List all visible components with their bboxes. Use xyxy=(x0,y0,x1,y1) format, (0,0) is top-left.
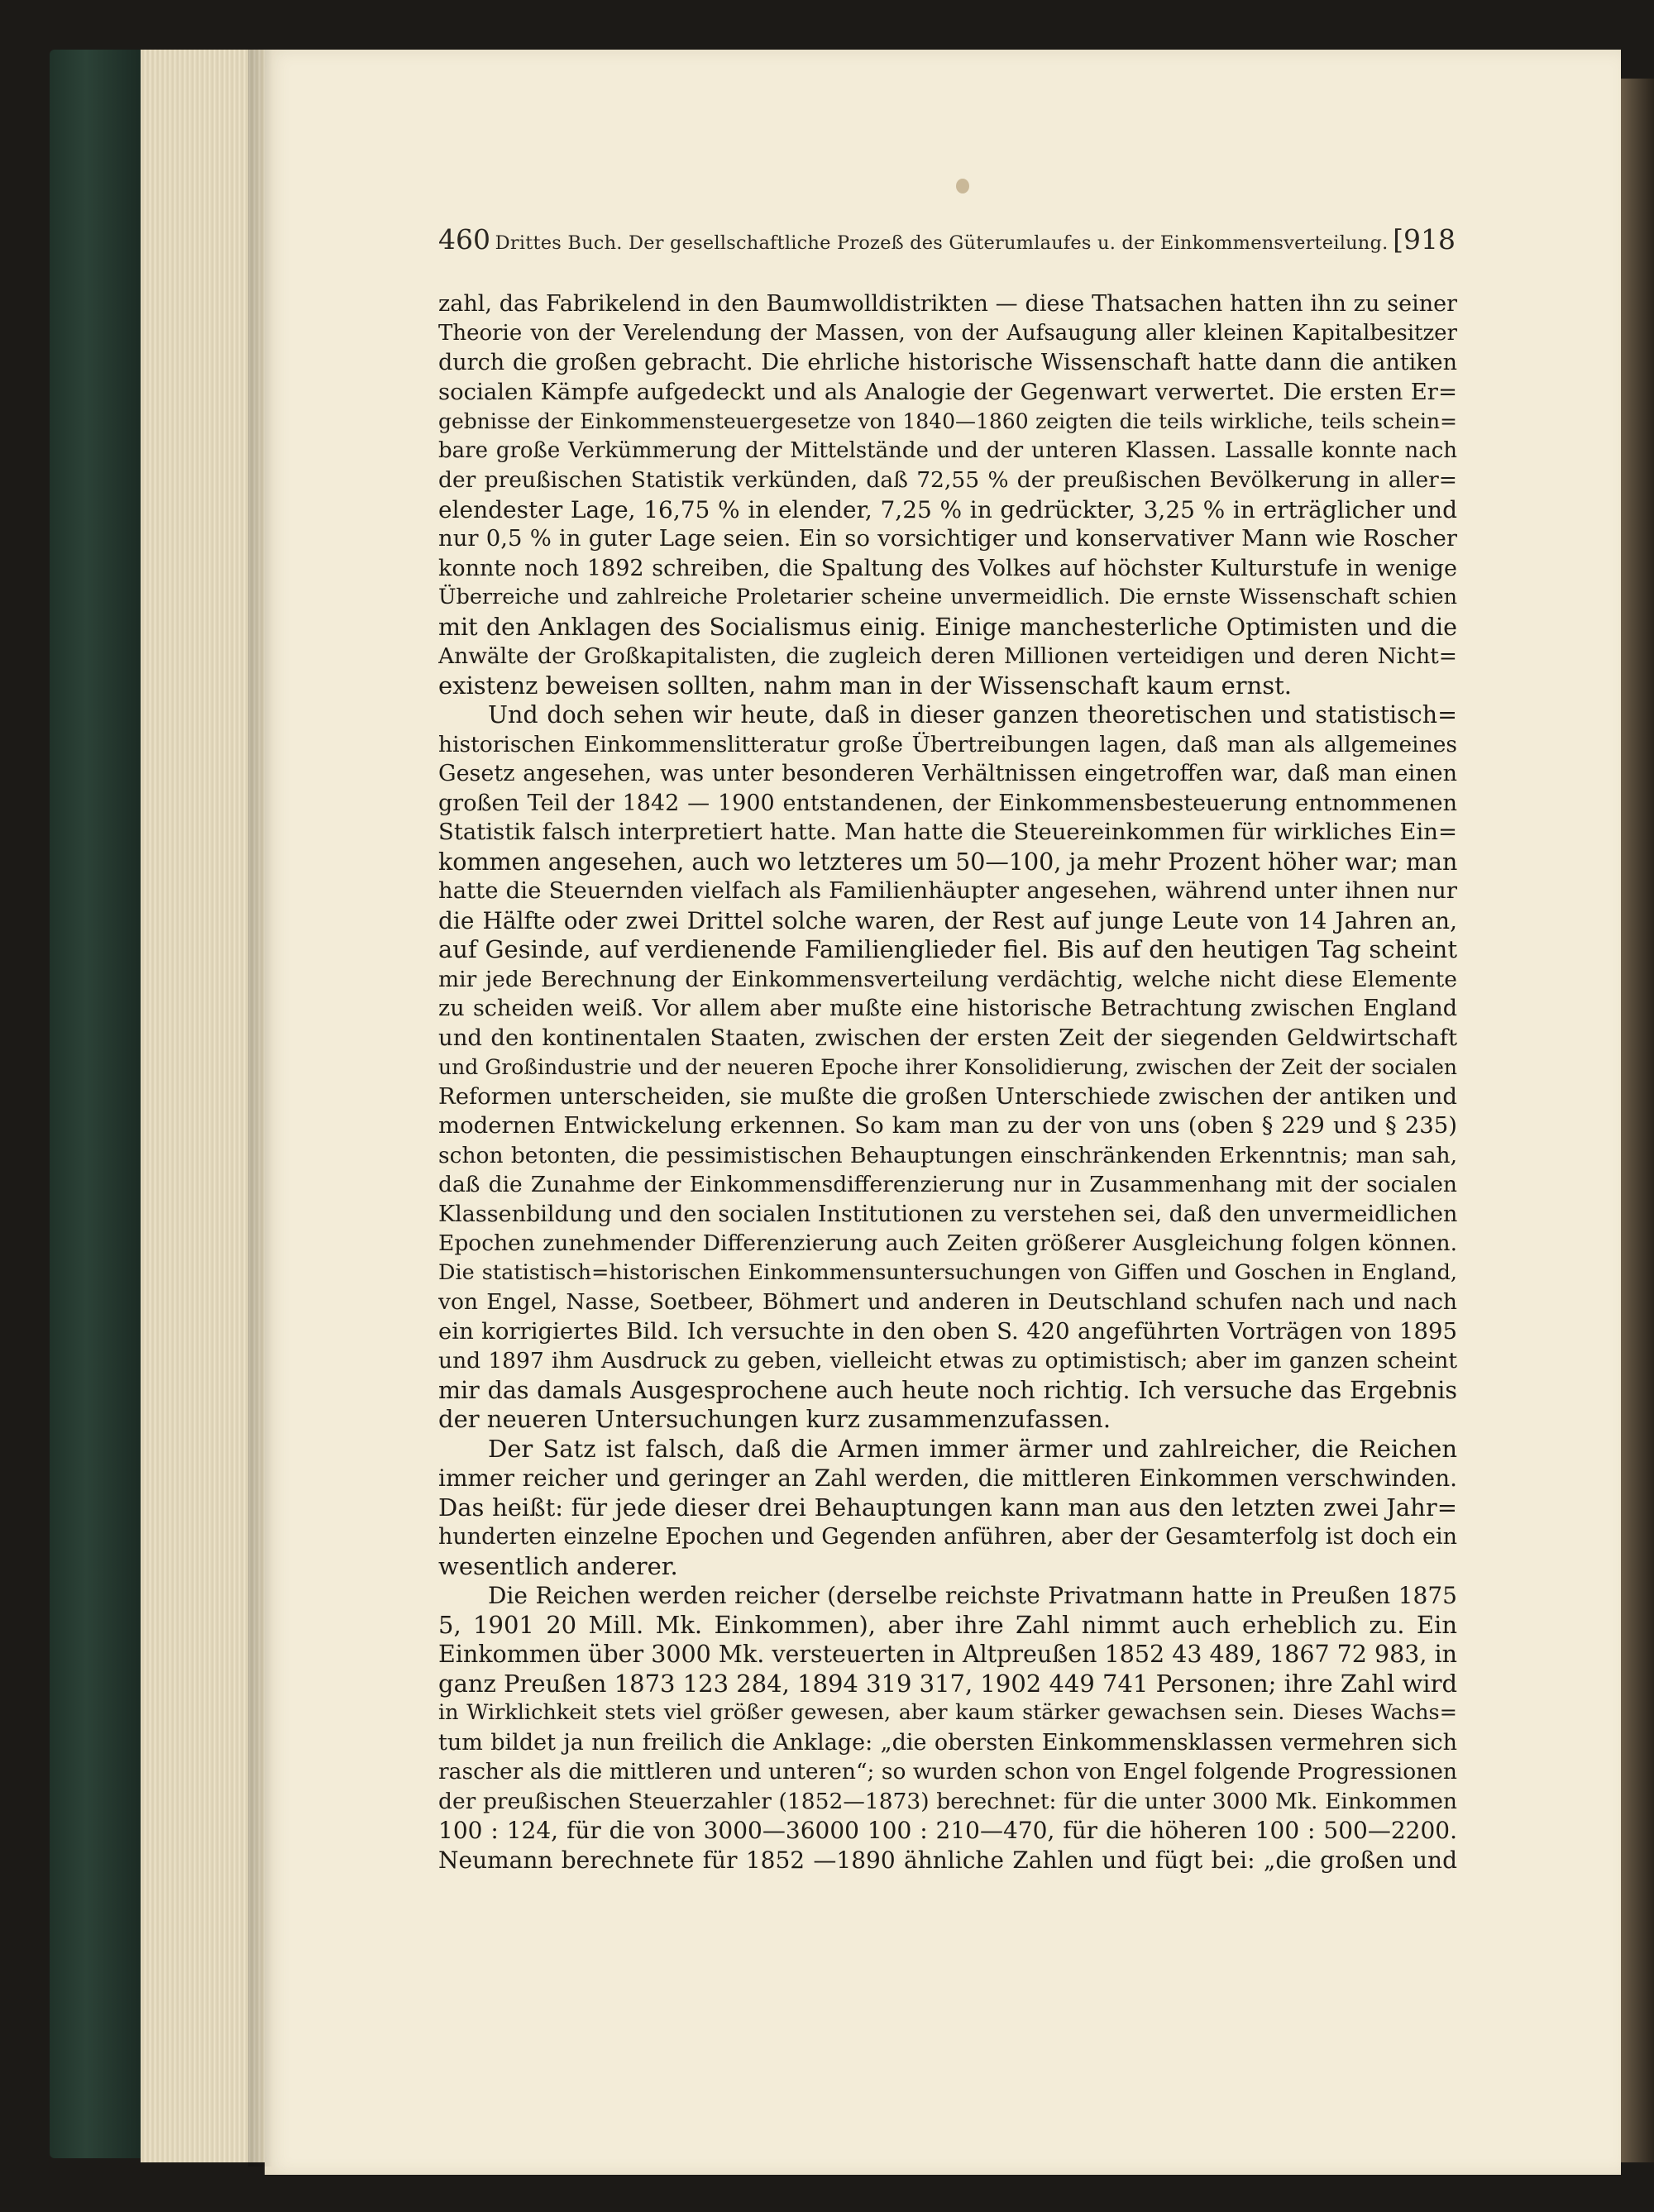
text-line: die Hälfte oder zwei Drittel solche waren, der Rest auf junge Leute von 14 Jahren an, xyxy=(438,906,1457,934)
text-line: Statistik falsch interpretiert hatte. Man hatte die Steuereinkommen für wirkliches Ein= xyxy=(438,819,1457,845)
text-line: Die statistisch=historischen Einkommensuntersuchungen von Giffen und Goschen in England, xyxy=(438,1259,1457,1285)
text-line: großen Teil der 1842 — 1900 entstandenen, der Einkommensbesteuerung entnommenen xyxy=(438,790,1457,816)
facing-page-edge xyxy=(1621,79,1654,2162)
paragraph-start-line: Der Satz ist falsch, daß die Armen immer ärmer und zahlreicher, die Reichen xyxy=(488,1434,1457,1463)
section-number: [918 xyxy=(1393,223,1456,256)
text-line: kommen angesehen, auch wo letzteres um 50—100, ja mehr Prozent höher war; man xyxy=(438,848,1457,876)
text-line: gebnisse der Einkommensteuergesetze von 1840—1860 zeigten die teils wirkliche, teils schein= xyxy=(438,409,1457,433)
text-line: Theorie von der Verelendung der Massen, von der Aufsaugung aller kleinen Kapitalbesitzer xyxy=(438,320,1457,346)
text-line: der preußischen Steuerzahler (1852—1873) berechnet: für die unter 3000 Mk. Einkommen xyxy=(438,1788,1457,1814)
text-line: nur 0,5 % in guter Lage seien. Ein so vorsichtiger und konservativer Mann wie Roscher xyxy=(438,525,1457,552)
text-line: ein korrigiertes Bild. Ich versuchte in den oben S. 420 angeführten Vorträgen von 1895 xyxy=(438,1317,1457,1345)
text-line: 100 : 124, für die von 3000—36000 100 : 210—470, für die höheren 100 : 500—2200. xyxy=(438,1817,1457,1844)
text-line: und 1897 ihm Ausdruck zu geben, vielleicht etwas zu optimistisch; aber im ganzen scheint xyxy=(438,1348,1457,1374)
text-line: existenz beweisen sollten, nahm man in der Wissenschaft kaum ernst. xyxy=(438,671,1293,700)
text-line: hunderten einzelne Epochen und Gegenden anführen, aber der Gesamterfolg ist doch ein xyxy=(438,1524,1457,1550)
book-binding xyxy=(50,50,141,2158)
text-line: und den kontinentalen Staaten, zwischen der ersten Zeit der siegenden Geldwirtschaft xyxy=(438,1024,1457,1051)
text-line: in Wirklichkeit stets viel größer gewesen, aber kaum stärker gewachsen sein. Dieses Wachs= xyxy=(438,1700,1457,1725)
page-number: 460 xyxy=(438,223,490,256)
text-line: rascher als die mittleren und unteren“; so wurden schon von Engel folgende Progressionen xyxy=(438,1759,1457,1784)
text-line: modernen Entwickelung erkennen. So kam man zu der von uns (oben § 229 und § 235) xyxy=(438,1112,1457,1139)
text-line: mir das damals Ausgesprochene auch heute noch richtig. Ich versuche das Ergebnis xyxy=(438,1376,1457,1404)
text-line: schon betonten, die pessimistischen Behauptungen einschränkenden Erkenntnis; man sah, xyxy=(438,1142,1457,1168)
text-line: Neumann berechnete für 1852 —1890 ähnliche Zahlen und fügt bei: „die großen und xyxy=(438,1846,1457,1874)
text-line: Überreiche und zahlreiche Proletarier scheine unvermeidlich. Die ernste Wissenschaft schien xyxy=(438,585,1457,609)
text-line: hatte die Steuernden vielfach als Familienhäupter angesehen, während unter ihnen nur xyxy=(438,877,1457,904)
text-line: elendester Lage, 16,75 % in elender, 7,25 % in gedrückter, 3,25 % in erträglicher und xyxy=(438,495,1457,523)
text-line: der neueren Untersuchungen kurz zusammenzufassen. xyxy=(438,1405,1111,1433)
text-line: socialen Kämpfe aufgedeckt und als Analogie der Gegenwart verwertet. Die ersten Er= xyxy=(438,378,1457,405)
paper-stain xyxy=(956,179,969,193)
text-line: tum bildet ja nun freilich die Anklage: „die obersten Einkommensklassen vermehren sich xyxy=(438,1729,1457,1756)
text-line: zu scheiden weiß. Vor allem aber mußte eine historische Betrachtung zwischen England xyxy=(438,996,1457,1021)
text-line: immer reicher und geringer an Zahl werden, die mittleren Einkommen verschwinden. xyxy=(438,1464,1457,1492)
text-line: Anwälte der Großkapitalisten, die zugleich deren Millionen verteidigen und deren Nicht= xyxy=(438,643,1457,669)
text-line: historischen Einkommenslitteratur große Übertreibungen lagen, daß man als allgemeines xyxy=(438,731,1457,757)
text-line: bare große Verkümmerung der Mittelstände und der unteren Klassen. Lassalle konnte nach xyxy=(438,437,1457,463)
text-line: durch die großen gebracht. Die ehrliche historische Wissenschaft hatte dann die antiken xyxy=(438,350,1457,375)
paragraph-start-line: Und doch sehen wir heute, daß in dieser ganzen theoretischen und statistisch= xyxy=(488,701,1457,729)
text-line: Reformen unterscheiden, sie mußte die großen Unterschiede zwischen der antiken und xyxy=(438,1082,1457,1110)
text-line: Einkommen über 3000 Mk. versteuerten in Altpreußen 1852 43 489, 1867 72 983, in xyxy=(438,1641,1457,1668)
page-edges xyxy=(141,50,265,2162)
text-line: 5, 1901 20 Mill. Mk. Einkommen), aber ihre Zahl nimmt auch erheblich zu. Ein xyxy=(438,1610,1457,1639)
body-text xyxy=(438,289,1457,1875)
text-line: Klassenbildung und den socialen Institutionen zu verstehen sei, daß den unvermeidlichen xyxy=(438,1201,1457,1227)
running-head xyxy=(438,223,1456,261)
text-line: daß die Zunahme der Einkommensdifferenzierung nur in Zusammenhang mit der socialen xyxy=(438,1172,1457,1197)
text-line: auf Gesinde, auf verdienende Familienglieder fiel. Bis auf den heutigen Tag scheint xyxy=(438,935,1457,963)
text-line: wesentlich anderer. xyxy=(438,1551,678,1580)
text-line: mir jede Berechnung der Einkommensverteilung verdächtig, welche nicht diese Elemente xyxy=(438,966,1457,992)
text-line: ganz Preußen 1873 123 284, 1894 319 317, 1902 449 741 Personen; ihre Zahl wird xyxy=(438,1669,1457,1698)
text-line: Gesetz angesehen, was unter besonderen Verhältnissen eingetroffen war, daß man einen xyxy=(438,761,1457,786)
running-head-title: Drittes Buch. Der gesellschaftliche Prozeß des Güterumlaufes u. der Einkommensverteilung. xyxy=(495,232,1389,254)
text-line: Das heißt: für jede dieser drei Behauptungen kann man aus den letzten zwei Jahr= xyxy=(438,1493,1457,1522)
page-gutter-shadow xyxy=(248,50,273,2167)
text-line: zahl, das Fabrikelend in den Baumwolldistrikten — diese Thatsachen hatten ihn zu seiner xyxy=(438,291,1457,317)
text-line: Epochen zunehmender Differenzierung auch Zeiten größerer Ausgleichung folgen können. xyxy=(438,1230,1457,1256)
paragraph-start-line: Die Reichen werden reicher (derselbe reichste Privatmann hatte in Preußen 1875 xyxy=(488,1582,1457,1609)
text-line: konnte noch 1892 schreiben, die Spaltung des Volkes auf höchster Kulturstufe in wenige xyxy=(438,555,1457,581)
text-line: und Großindustrie und der neueren Epoche ihrer Konsolidierung, zwischen der Zeit der socialen xyxy=(438,1055,1457,1079)
text-line: mit den Anklagen des Socialismus einig. Einige manchesterliche Optimisten und die xyxy=(438,613,1457,641)
text-line: der preußischen Statistik verkünden, daß 72,55 % der preußischen Bevölkerung in aller= xyxy=(438,467,1457,493)
text-line: von Engel, Nasse, Soetbeer, Böhmert und anderen in Deutschland schufen nach und nach xyxy=(438,1289,1457,1315)
